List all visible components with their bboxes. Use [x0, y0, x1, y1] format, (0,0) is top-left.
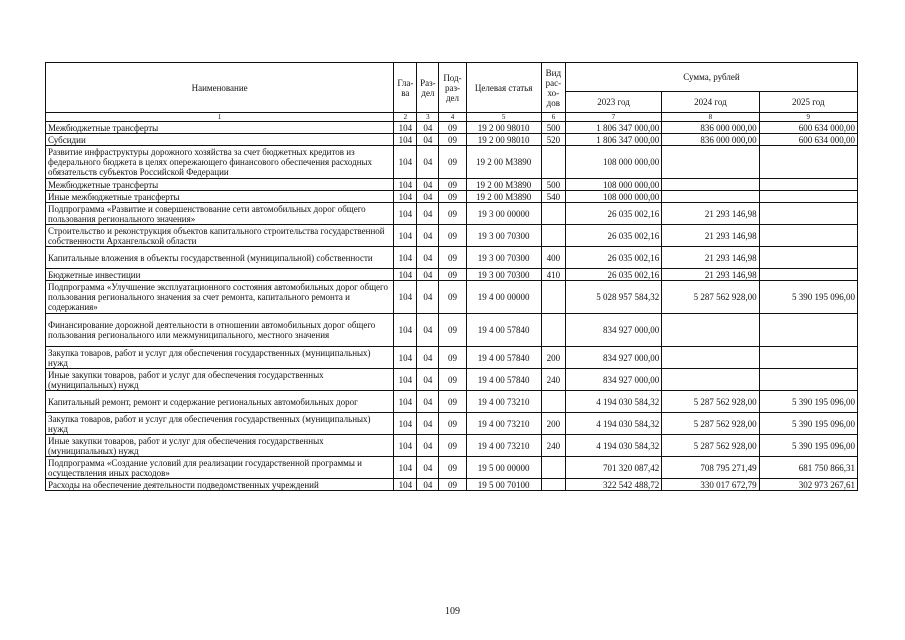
- row-expense-type: 410: [541, 269, 565, 281]
- row-sum-2023: 26 035 002,16: [565, 203, 661, 225]
- row-name: Закупка товаров, работ и услуг для обеспечения государственных (муниципальных) нужд: [46, 413, 394, 435]
- row-sum-2023: 4 194 030 584,32: [565, 435, 661, 457]
- row-name: Межбюджетные трансферты: [46, 122, 394, 134]
- row-podrazdel: 09: [439, 191, 466, 203]
- row-podrazdel: 09: [439, 179, 466, 191]
- row-sum-2023: 108 000 000,00: [565, 146, 661, 179]
- row-sum-2023: 1 806 347 000,00: [565, 134, 661, 146]
- row-sum-2025: 5 390 195 096,00: [759, 435, 857, 457]
- row-target-article: 19 3 00 00000: [466, 203, 541, 225]
- row-name: Развитие инфраструктуры дорожного хозяйства за счет бюджетных кредитов из федерального бюджета в целях опережающего финансового обеспечения расходных обязательств субъектов Российской Федерации: [46, 146, 394, 179]
- row-expense-type: [541, 281, 565, 314]
- row-target-article: 19 3 00 70300: [466, 247, 541, 269]
- row-name: Межбюджетные трансферты: [46, 179, 394, 191]
- row-glava: 104: [394, 191, 417, 203]
- row-name: Капитальный ремонт, ремонт и содержание региональных автомобильных дорог: [46, 391, 394, 413]
- row-name: Бюджетные инвестиции: [46, 269, 394, 281]
- column-number: 8: [662, 113, 759, 122]
- row-podrazdel: 09: [439, 281, 466, 314]
- row-razdel: 04: [417, 269, 439, 281]
- row-podrazdel: 09: [439, 314, 466, 347]
- row-name: Подпрограмма «Развитие и совершенствование сети автомобильных дорог общего пользования регионального значения»: [46, 203, 394, 225]
- table-row: [46, 347, 858, 369]
- header-name: Наименование: [46, 63, 394, 113]
- row-razdel: 04: [417, 179, 439, 191]
- row-target-article: 19 4 00 73210: [466, 435, 541, 457]
- column-number: 9: [759, 113, 857, 122]
- row-sum-2025: 5 390 195 096,00: [759, 281, 857, 314]
- row-name: Расходы на обеспечение деятельности подведомственных учреждений: [46, 479, 394, 491]
- row-glava: 104: [394, 281, 417, 314]
- row-sum-2023: 26 035 002,16: [565, 247, 661, 269]
- row-sum-2025: 600 634 000,00: [759, 134, 857, 146]
- row-podrazdel: 09: [439, 122, 466, 134]
- row-expense-type: 200: [541, 347, 565, 369]
- row-expense-type: 240: [541, 369, 565, 391]
- row-expense-type: [541, 146, 565, 179]
- row-target-article: 19 2 00 98010: [466, 134, 541, 146]
- page-number: 109: [445, 606, 460, 617]
- row-name: Субсидии: [46, 134, 394, 146]
- column-number: 3: [417, 113, 439, 122]
- column-number: 1: [46, 113, 394, 122]
- row-glava: 104: [394, 146, 417, 179]
- row-target-article: 19 3 00 70300: [466, 269, 541, 281]
- row-sum-2023: 108 000 000,00: [565, 179, 661, 191]
- row-glava: 104: [394, 122, 417, 134]
- row-sum-2023: 5 028 957 584,32: [565, 281, 661, 314]
- row-razdel: 04: [417, 281, 439, 314]
- row-glava: 104: [394, 179, 417, 191]
- row-sum-2024: 5 287 562 928,00: [662, 391, 759, 413]
- row-razdel: 04: [417, 247, 439, 269]
- row-expense-type: 400: [541, 247, 565, 269]
- row-name: Иные межбюджетные трансферты: [46, 191, 394, 203]
- row-podrazdel: 09: [439, 247, 466, 269]
- row-sum-2024: [662, 191, 759, 203]
- table-row: [46, 191, 858, 203]
- row-glava: 104: [394, 391, 417, 413]
- row-sum-2024: [662, 179, 759, 191]
- row-sum-2023: 322 542 488,72: [565, 479, 661, 491]
- row-sum-2024: 836 000 000,00: [662, 122, 759, 134]
- row-name: Финансирование дорожной деятельности в отношении автомобильных дорог общего пользования регионального или межмуниципального, местного значения: [46, 314, 394, 347]
- row-sum-2024: 708 795 271,49: [662, 457, 759, 479]
- header-sum: Сумма, рублей: [565, 63, 857, 92]
- row-razdel: 04: [417, 413, 439, 435]
- row-razdel: 04: [417, 479, 439, 491]
- row-glava: 104: [394, 134, 417, 146]
- row-sum-2024: 21 293 146,98: [662, 269, 759, 281]
- row-expense-type: [541, 479, 565, 491]
- row-sum-2024: 330 017 672,79: [662, 479, 759, 491]
- row-name: Строительство и реконструкция объектов капитального строительства государственной собственности Архангельской области: [46, 225, 394, 247]
- row-sum-2024: 5 287 562 928,00: [662, 435, 759, 457]
- row-expense-type: 200: [541, 413, 565, 435]
- row-sum-2023: 4 194 030 584,32: [565, 413, 661, 435]
- row-glava: 104: [394, 369, 417, 391]
- row-expense-type: 540: [541, 191, 565, 203]
- row-target-article: 19 4 00 00000: [466, 281, 541, 314]
- row-expense-type: [541, 391, 565, 413]
- row-podrazdel: 09: [439, 413, 466, 435]
- column-number-row: [46, 113, 858, 122]
- row-expense-type: [541, 225, 565, 247]
- table-row: [46, 134, 858, 146]
- row-razdel: 04: [417, 225, 439, 247]
- row-sum-2025: [759, 225, 857, 247]
- row-target-article: 19 4 00 57840: [466, 314, 541, 347]
- row-razdel: 04: [417, 457, 439, 479]
- row-name: Подпрограмма «Улучшение эксплуатационного состояния автомобильных дорог общего пользования регионального значения за счет ремонта, капитального ремонта и содержания»: [46, 281, 394, 314]
- row-target-article: 19 2 00 М3890: [466, 179, 541, 191]
- row-razdel: 04: [417, 191, 439, 203]
- row-razdel: 04: [417, 314, 439, 347]
- row-expense-type: 520: [541, 134, 565, 146]
- row-sum-2025: 5 390 195 096,00: [759, 413, 857, 435]
- row-razdel: 04: [417, 369, 439, 391]
- header-target-article: Целевая статья: [466, 63, 541, 113]
- header-expense-type: Вид рас-хо-дов: [541, 63, 565, 113]
- row-sum-2023: 4 194 030 584,32: [565, 391, 661, 413]
- column-number: 4: [439, 113, 466, 122]
- row-sum-2023: 26 035 002,16: [565, 225, 661, 247]
- row-sum-2024: [662, 369, 759, 391]
- row-name: Закупка товаров, работ и услуг для обеспечения государственных (муниципальных) нужд: [46, 347, 394, 369]
- row-target-article: 19 4 00 57840: [466, 369, 541, 391]
- table-row: [46, 269, 858, 281]
- table-row: [46, 179, 858, 191]
- row-sum-2025: [759, 314, 857, 347]
- header-year-2025: 2025 год: [759, 92, 857, 113]
- row-name: Подпрограмма «Создание условий для реализации государственной программы и осуществления иных расходов»: [46, 457, 394, 479]
- row-sum-2024: 21 293 146,98: [662, 247, 759, 269]
- table-row: [46, 413, 858, 435]
- row-expense-type: [541, 203, 565, 225]
- row-glava: 104: [394, 314, 417, 347]
- row-expense-type: 500: [541, 122, 565, 134]
- row-target-article: 19 5 00 70100: [466, 479, 541, 491]
- row-sum-2023: 834 927 000,00: [565, 347, 661, 369]
- row-razdel: 04: [417, 391, 439, 413]
- header-glava: Гла-ва: [394, 63, 417, 113]
- row-sum-2025: [759, 369, 857, 391]
- row-razdel: 04: [417, 146, 439, 179]
- row-podrazdel: 09: [439, 134, 466, 146]
- row-razdel: 04: [417, 347, 439, 369]
- row-glava: 104: [394, 203, 417, 225]
- row-target-article: 19 2 00 М3890: [466, 146, 541, 179]
- row-sum-2024: [662, 314, 759, 347]
- row-target-article: 19 4 00 57840: [466, 347, 541, 369]
- row-target-article: 19 4 00 73210: [466, 391, 541, 413]
- header-razdel: Раз-дел: [417, 63, 439, 113]
- row-name: Иные закупки товаров, работ и услуг для обеспечения государственных (муниципальных) нужд: [46, 435, 394, 457]
- row-sum-2025: [759, 347, 857, 369]
- row-glava: 104: [394, 479, 417, 491]
- column-number: 6: [541, 113, 565, 122]
- row-name: Капитальные вложения в объекты государственной (муниципальной) собственности: [46, 247, 394, 269]
- row-target-article: 19 5 00 00000: [466, 457, 541, 479]
- row-sum-2023: 26 035 002,16: [565, 269, 661, 281]
- row-sum-2025: 5 390 195 096,00: [759, 391, 857, 413]
- row-sum-2025: 600 634 000,00: [759, 122, 857, 134]
- row-podrazdel: 09: [439, 225, 466, 247]
- row-podrazdel: 09: [439, 347, 466, 369]
- row-sum-2025: [759, 191, 857, 203]
- header-year-2024: 2024 год: [662, 92, 759, 113]
- row-target-article: 19 2 00 М3890: [466, 191, 541, 203]
- table-row: [46, 314, 858, 347]
- row-expense-type: [541, 314, 565, 347]
- row-sum-2023: 108 000 000,00: [565, 191, 661, 203]
- table-row: [46, 369, 858, 391]
- column-number: 5: [466, 113, 541, 122]
- row-sum-2023: 834 927 000,00: [565, 314, 661, 347]
- row-target-article: 19 4 00 73210: [466, 413, 541, 435]
- table-row: [46, 203, 858, 225]
- row-sum-2024: 21 293 146,98: [662, 225, 759, 247]
- header-podrazdel: Под-раз-дел: [439, 63, 466, 113]
- table-row: [46, 391, 858, 413]
- row-expense-type: 500: [541, 179, 565, 191]
- row-glava: 104: [394, 347, 417, 369]
- column-number: 2: [394, 113, 417, 122]
- row-target-article: 19 3 00 70300: [466, 225, 541, 247]
- row-sum-2024: 5 287 562 928,00: [662, 413, 759, 435]
- row-glava: 104: [394, 247, 417, 269]
- row-sum-2024: 5 287 562 928,00: [662, 281, 759, 314]
- table-row: [46, 247, 858, 269]
- row-podrazdel: 09: [439, 391, 466, 413]
- row-target-article: 19 2 00 98010: [466, 122, 541, 134]
- budget-table: [45, 62, 858, 491]
- row-sum-2025: [759, 179, 857, 191]
- row-razdel: 04: [417, 203, 439, 225]
- row-razdel: 04: [417, 122, 439, 134]
- row-expense-type: [541, 457, 565, 479]
- row-sum-2025: 302 973 267,61: [759, 479, 857, 491]
- row-sum-2025: [759, 247, 857, 269]
- row-sum-2025: [759, 146, 857, 179]
- row-sum-2025: [759, 203, 857, 225]
- row-sum-2024: [662, 347, 759, 369]
- row-name: Иные закупки товаров, работ и услуг для обеспечения государственных (муниципальных) нужд: [46, 369, 394, 391]
- row-sum-2024: 21 293 146,98: [662, 203, 759, 225]
- table-row: [46, 479, 858, 491]
- row-podrazdel: 09: [439, 203, 466, 225]
- row-sum-2025: 681 750 866,31: [759, 457, 857, 479]
- row-podrazdel: 09: [439, 146, 466, 179]
- table-row: [46, 146, 858, 179]
- row-podrazdel: 09: [439, 435, 466, 457]
- table-row: [46, 457, 858, 479]
- row-sum-2024: [662, 146, 759, 179]
- row-razdel: 04: [417, 134, 439, 146]
- row-glava: 104: [394, 225, 417, 247]
- row-glava: 104: [394, 435, 417, 457]
- row-glava: 104: [394, 413, 417, 435]
- row-sum-2023: 1 806 347 000,00: [565, 122, 661, 134]
- table-row: [46, 435, 858, 457]
- row-sum-2023: 834 927 000,00: [565, 369, 661, 391]
- row-podrazdel: 09: [439, 457, 466, 479]
- header-year-2023: 2023 год: [565, 92, 661, 113]
- row-razdel: 04: [417, 435, 439, 457]
- row-podrazdel: 09: [439, 479, 466, 491]
- row-glava: 104: [394, 457, 417, 479]
- row-glava: 104: [394, 269, 417, 281]
- column-number: 7: [565, 113, 661, 122]
- row-sum-2025: [759, 269, 857, 281]
- row-expense-type: 240: [541, 435, 565, 457]
- table-row: [46, 122, 858, 134]
- row-podrazdel: 09: [439, 269, 466, 281]
- table-row: [46, 225, 858, 247]
- row-podrazdel: 09: [439, 369, 466, 391]
- row-sum-2024: 836 000 000,00: [662, 134, 759, 146]
- table-row: [46, 281, 858, 314]
- row-sum-2023: 701 320 087,42: [565, 457, 661, 479]
